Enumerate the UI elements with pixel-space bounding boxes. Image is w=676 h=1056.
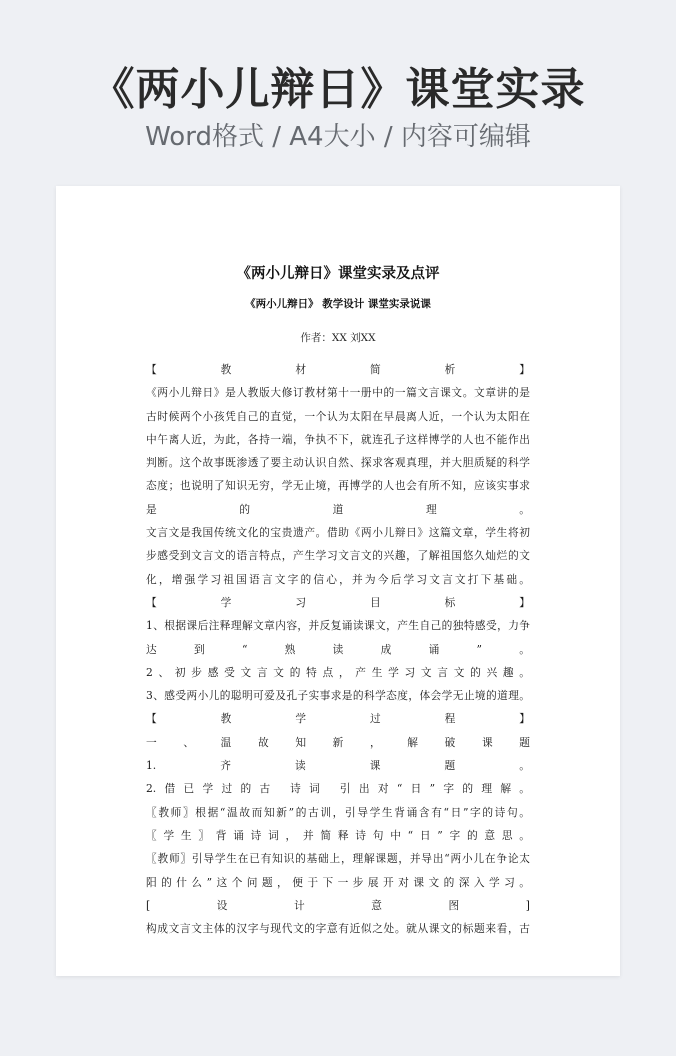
document-line-cell: 成 <box>380 642 392 656</box>
document-line-cell: 到 <box>193 642 205 656</box>
document-line-cell: 材 <box>295 363 307 376</box>
document-line-cell: 一 <box>146 735 157 749</box>
document-line-cell: 目 <box>369 595 381 609</box>
document-line: 〖教师〗根据“温故而知新”的古训，引导学生背诵含有“日”字的诗句。 <box>146 805 530 819</box>
document-line <box>146 894 530 917</box>
document-line-cell: 课 <box>481 735 493 749</box>
document-line-cell: 。 <box>519 642 530 656</box>
document-line-cell: 学 <box>220 595 232 609</box>
document-line-cell: 习 <box>295 595 307 609</box>
document-line: 化，增强学习祖国语言文字的信心，并为今后学习文言文打下基础。 <box>146 572 530 586</box>
document-line-cell: 教 <box>220 363 232 376</box>
document-line-cell: 。 <box>519 502 530 516</box>
document-line-cell: 】 <box>519 363 530 376</box>
document-line-cell: 故 <box>257 735 269 749</box>
document-line-cell: 【 <box>146 363 157 376</box>
document-line: 判断。这个故事既渗透了要主动认识自然、探求客观真理，并大胆质疑的科学 <box>146 456 530 470</box>
document-line-cell: 解 <box>407 735 418 749</box>
document-line-cell: 知 <box>295 735 307 749</box>
document-line-cell: 破 <box>444 735 456 749</box>
document-line: 阳的什么”这个问题，便于下一步展开对课文的深入学习。 <box>146 875 530 889</box>
document-line <box>146 498 530 521</box>
document-line-cell: 道 <box>332 502 344 516</box>
document-line-cell: 简 <box>369 363 381 376</box>
document-body <box>146 358 530 940</box>
document-line-cell: “ <box>241 642 248 656</box>
document-line-cell: 。 <box>519 759 530 773</box>
document-line-cell: 程 <box>444 712 456 726</box>
document-line-cell: 【 <box>146 712 157 726</box>
document-line-cell: 教 <box>220 712 232 726</box>
document-line-cell: 熟 <box>284 642 296 656</box>
document-line: 《两小儿辩日》是人教版大修订教材第十一册中的一篇文言课文。文章讲的是 <box>146 386 530 400</box>
document-line-cell: 过 <box>369 712 381 726</box>
document-line-cell: 【 <box>146 595 157 609</box>
document-line-cell: 、 <box>183 735 195 749</box>
document-line-cell: 达 <box>146 642 157 656</box>
document-line-cell: 温 <box>220 735 232 749</box>
document-line-cell: 设 <box>216 898 228 912</box>
document-line-cell: 】 <box>519 595 530 609</box>
document-line-cell: ， <box>369 735 381 749</box>
document-page <box>56 186 620 976</box>
document-line: 2、初步感受文言文的特点，产生学习文言文的兴趣。 <box>146 665 530 679</box>
document-line-cell: 读 <box>295 759 306 773</box>
document-line-cell: 计 <box>294 898 305 912</box>
document-author: 作者：XX 刘XX <box>300 332 376 344</box>
document-line: 古时候两个小孩凭自己的直觉，一个认为太阳在早晨离人近，一个认为太阳在 <box>146 409 530 423</box>
document-line-cell: 齐 <box>220 759 231 773</box>
document-line: 〖教师〗引导学生在已有知识的基础上，理解课题，并导出“两小儿在争论太 <box>146 852 530 866</box>
document-line: 文言文是我国传统文化的宝贵遗产。借助《两小儿辩日》这篇文章，学生将初 <box>146 526 530 540</box>
document-line-cell: 析 <box>444 363 456 376</box>
document-line <box>146 591 530 614</box>
document-line-cell: 意 <box>371 898 382 912</box>
document-line: 〖学生〗背诵诗词，并简释诗句中“日”字的意思。 <box>146 828 530 842</box>
document-line-cell: 理 <box>425 502 437 516</box>
document-line-cell: 是 <box>146 502 157 516</box>
document-line-cell: [ <box>146 898 151 912</box>
document-line-cell: 】 <box>519 712 530 726</box>
document-line: 1、根据课后注释理解文章内容，并反复诵读课文，产生自己的独特感受，力争 <box>146 619 530 633</box>
document-line-cell: 题 <box>444 759 456 773</box>
document-line <box>146 707 530 730</box>
document-line <box>146 358 530 381</box>
document-line <box>146 731 530 754</box>
document-line-cell: 图 <box>448 898 460 912</box>
document-line <box>146 638 530 661</box>
document-title: 《两小儿辩日》课堂实录及点评 <box>236 265 440 282</box>
document-line-cell: 学 <box>295 712 307 726</box>
document-line-cell: 标 <box>444 595 456 609</box>
document-line: 3、感受两小儿的聪明可爱及孔子实事求是的科学态度，体会学无止境的道理。 <box>146 689 530 703</box>
document-line-cell: ] <box>525 898 530 912</box>
document-line: 2.借已学过的古 诗词 引出对“日”字的理解。 <box>146 782 530 796</box>
document-line-cell: 的 <box>239 502 251 516</box>
document-line <box>146 754 530 777</box>
document-line-cell: 诵 <box>428 642 440 656</box>
document-line-cell: 题 <box>519 735 530 749</box>
document-line-cell: ” <box>476 642 483 656</box>
document-line: 态度；也说明了知识无穷，学无止境，再博学的人也会有所不知，应该实事求 <box>146 479 530 493</box>
document-line-cell: 读 <box>332 642 344 656</box>
banner-title: 《两小儿辩日》课堂实录 <box>90 64 586 115</box>
document-line-cell: 1. <box>146 759 157 773</box>
document-line: 构成文言文主体的汉字与现代文的字意有近似之处。就从课文的标题来看，古 <box>146 922 530 936</box>
document-subtitle: 《两小儿辩日》 教学设计 课堂实录说课 <box>245 298 431 310</box>
banner-subtitle: Word格式 / A4大小 / 内容可编辑 <box>145 122 531 152</box>
document-line-cell: 课 <box>369 759 381 773</box>
document-line: 中午离人近，为此，各持一端，争执不下，就连孔子这样博学的人也不能作出 <box>146 432 530 446</box>
document-line: 步感受到文言文的语言特点，产生学习文言文的兴趣，了解祖国悠久灿烂的文 <box>146 549 530 563</box>
document-line-cell: 新 <box>332 735 344 749</box>
